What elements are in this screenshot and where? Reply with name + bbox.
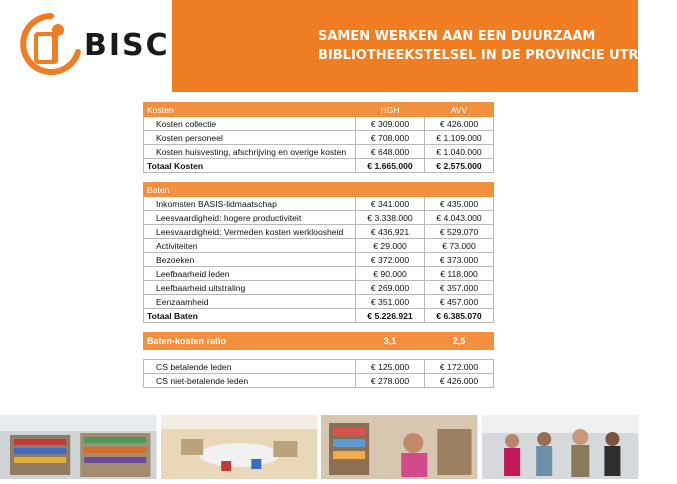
row-label: Leefbaarheid leden xyxy=(144,267,356,281)
table-row xyxy=(144,360,494,374)
table-row xyxy=(144,211,494,225)
spacer-row xyxy=(144,173,494,183)
photo-strip xyxy=(0,415,638,479)
row-hgh: € 341.000 xyxy=(356,197,425,211)
library-photo-reading xyxy=(321,415,478,479)
row-hgh: € 309.000 xyxy=(356,117,425,131)
row-label: Kosten collectie xyxy=(144,117,356,131)
row-label: Leesvaardigheid: Vermeden kosten werkloosheid xyxy=(144,225,356,239)
cost-benefit-table xyxy=(143,102,493,388)
title-line-2: BIBLIOTHEEKSTELSEL IN DE PROVINCIE UTRECHT xyxy=(318,48,677,63)
row-hgh: € 372.000 xyxy=(356,253,425,267)
ratio-label: Baten-kosten ratio xyxy=(144,333,356,350)
header-banner xyxy=(0,0,677,92)
row-label: CS niet-betalende leden xyxy=(144,374,356,388)
row-avv: € 1.040.000 xyxy=(425,145,494,159)
table-row xyxy=(144,239,494,253)
row-hgh: € 125.000 xyxy=(356,360,425,374)
baten-header-label: Baten xyxy=(144,183,356,197)
row-avv: € 118.000 xyxy=(425,267,494,281)
row-avv: € 457.000 xyxy=(425,295,494,309)
row-label: Leesvaardigheid: hogere productiviteit xyxy=(144,211,356,225)
table-row xyxy=(144,281,494,295)
row-hgh: € 351.000 xyxy=(356,295,425,309)
row-avv: € 426.000 xyxy=(425,117,494,131)
library-photo-visitors xyxy=(482,415,639,479)
row-hgh: € 436.921 xyxy=(356,225,425,239)
table-row xyxy=(144,267,494,281)
row-hgh: € 3.338.000 xyxy=(356,211,425,225)
baten-total-row xyxy=(144,309,494,323)
table-row xyxy=(144,374,494,388)
row-label: Leefbaarheid uitstraling xyxy=(144,281,356,295)
row-hgh: € 648.000 xyxy=(356,145,425,159)
total-hgh: € 1.665.000 xyxy=(356,159,425,173)
total-avv: € 6.385.070 xyxy=(425,309,494,323)
table-row xyxy=(144,197,494,211)
table-row xyxy=(144,117,494,131)
kosten-header-label: Kosten xyxy=(144,103,356,117)
title-line-1: SAMEN WERKEN AAN EEN DUURZAAM xyxy=(318,29,596,44)
row-hgh: € 269.000 xyxy=(356,281,425,295)
row-avv: € 4.043.000 xyxy=(425,211,494,225)
row-hgh: € 29.000 xyxy=(356,239,425,253)
row-label: Inkomsten BASIS-lidmaatschap xyxy=(144,197,356,211)
total-label: Totaal Kosten xyxy=(144,159,356,173)
hgh-header: HGH xyxy=(356,103,425,117)
row-avv: € 373.000 xyxy=(425,253,494,267)
row-label: Kosten huisvesting, afschrijving en overige kosten xyxy=(144,145,356,159)
row-avv: € 529.070 xyxy=(425,225,494,239)
row-label: CS betalende leden xyxy=(144,360,356,374)
table-row xyxy=(144,145,494,159)
spacer-row xyxy=(144,350,494,360)
row-hgh: € 708.000 xyxy=(356,131,425,145)
table-row xyxy=(144,131,494,145)
row-label: Kosten personeel xyxy=(144,131,356,145)
row-hgh: € 90.000 xyxy=(356,267,425,281)
logo-area xyxy=(0,0,172,92)
row-label: Eenzaamheid xyxy=(144,295,356,309)
row-avv: € 426.000 xyxy=(425,374,494,388)
ratio-hgh: 3,1 xyxy=(356,333,425,350)
table-row xyxy=(144,295,494,309)
row-hgh: € 278.000 xyxy=(356,374,425,388)
row-label: Bezoeken xyxy=(144,253,356,267)
total-label: Totaal Baten xyxy=(144,309,356,323)
avv-header: AVV xyxy=(425,103,494,117)
kosten-total-row xyxy=(144,159,494,173)
table-row xyxy=(144,253,494,267)
bisc-logo-icon xyxy=(20,12,82,78)
row-label: Activiteiten xyxy=(144,239,356,253)
kosten-header-row xyxy=(144,103,494,117)
row-avv: € 435.000 xyxy=(425,197,494,211)
ratio-row xyxy=(144,333,494,350)
ratio-avv: 2,5 xyxy=(425,333,494,350)
total-hgh: € 5.226.921 xyxy=(356,309,425,323)
total-avv: € 2.575.000 xyxy=(425,159,494,173)
row-avv: € 1.109.000 xyxy=(425,131,494,145)
row-avv: € 357.000 xyxy=(425,281,494,295)
row-avv: € 172.000 xyxy=(425,360,494,374)
row-avv: € 73.000 xyxy=(425,239,494,253)
page-title xyxy=(318,27,677,65)
table-row xyxy=(144,225,494,239)
library-photo-shelves xyxy=(0,415,157,479)
logo-text: BISC xyxy=(84,28,170,63)
baten-header-row xyxy=(144,183,494,197)
spacer-row xyxy=(144,323,494,333)
library-photo-overview xyxy=(161,415,318,479)
